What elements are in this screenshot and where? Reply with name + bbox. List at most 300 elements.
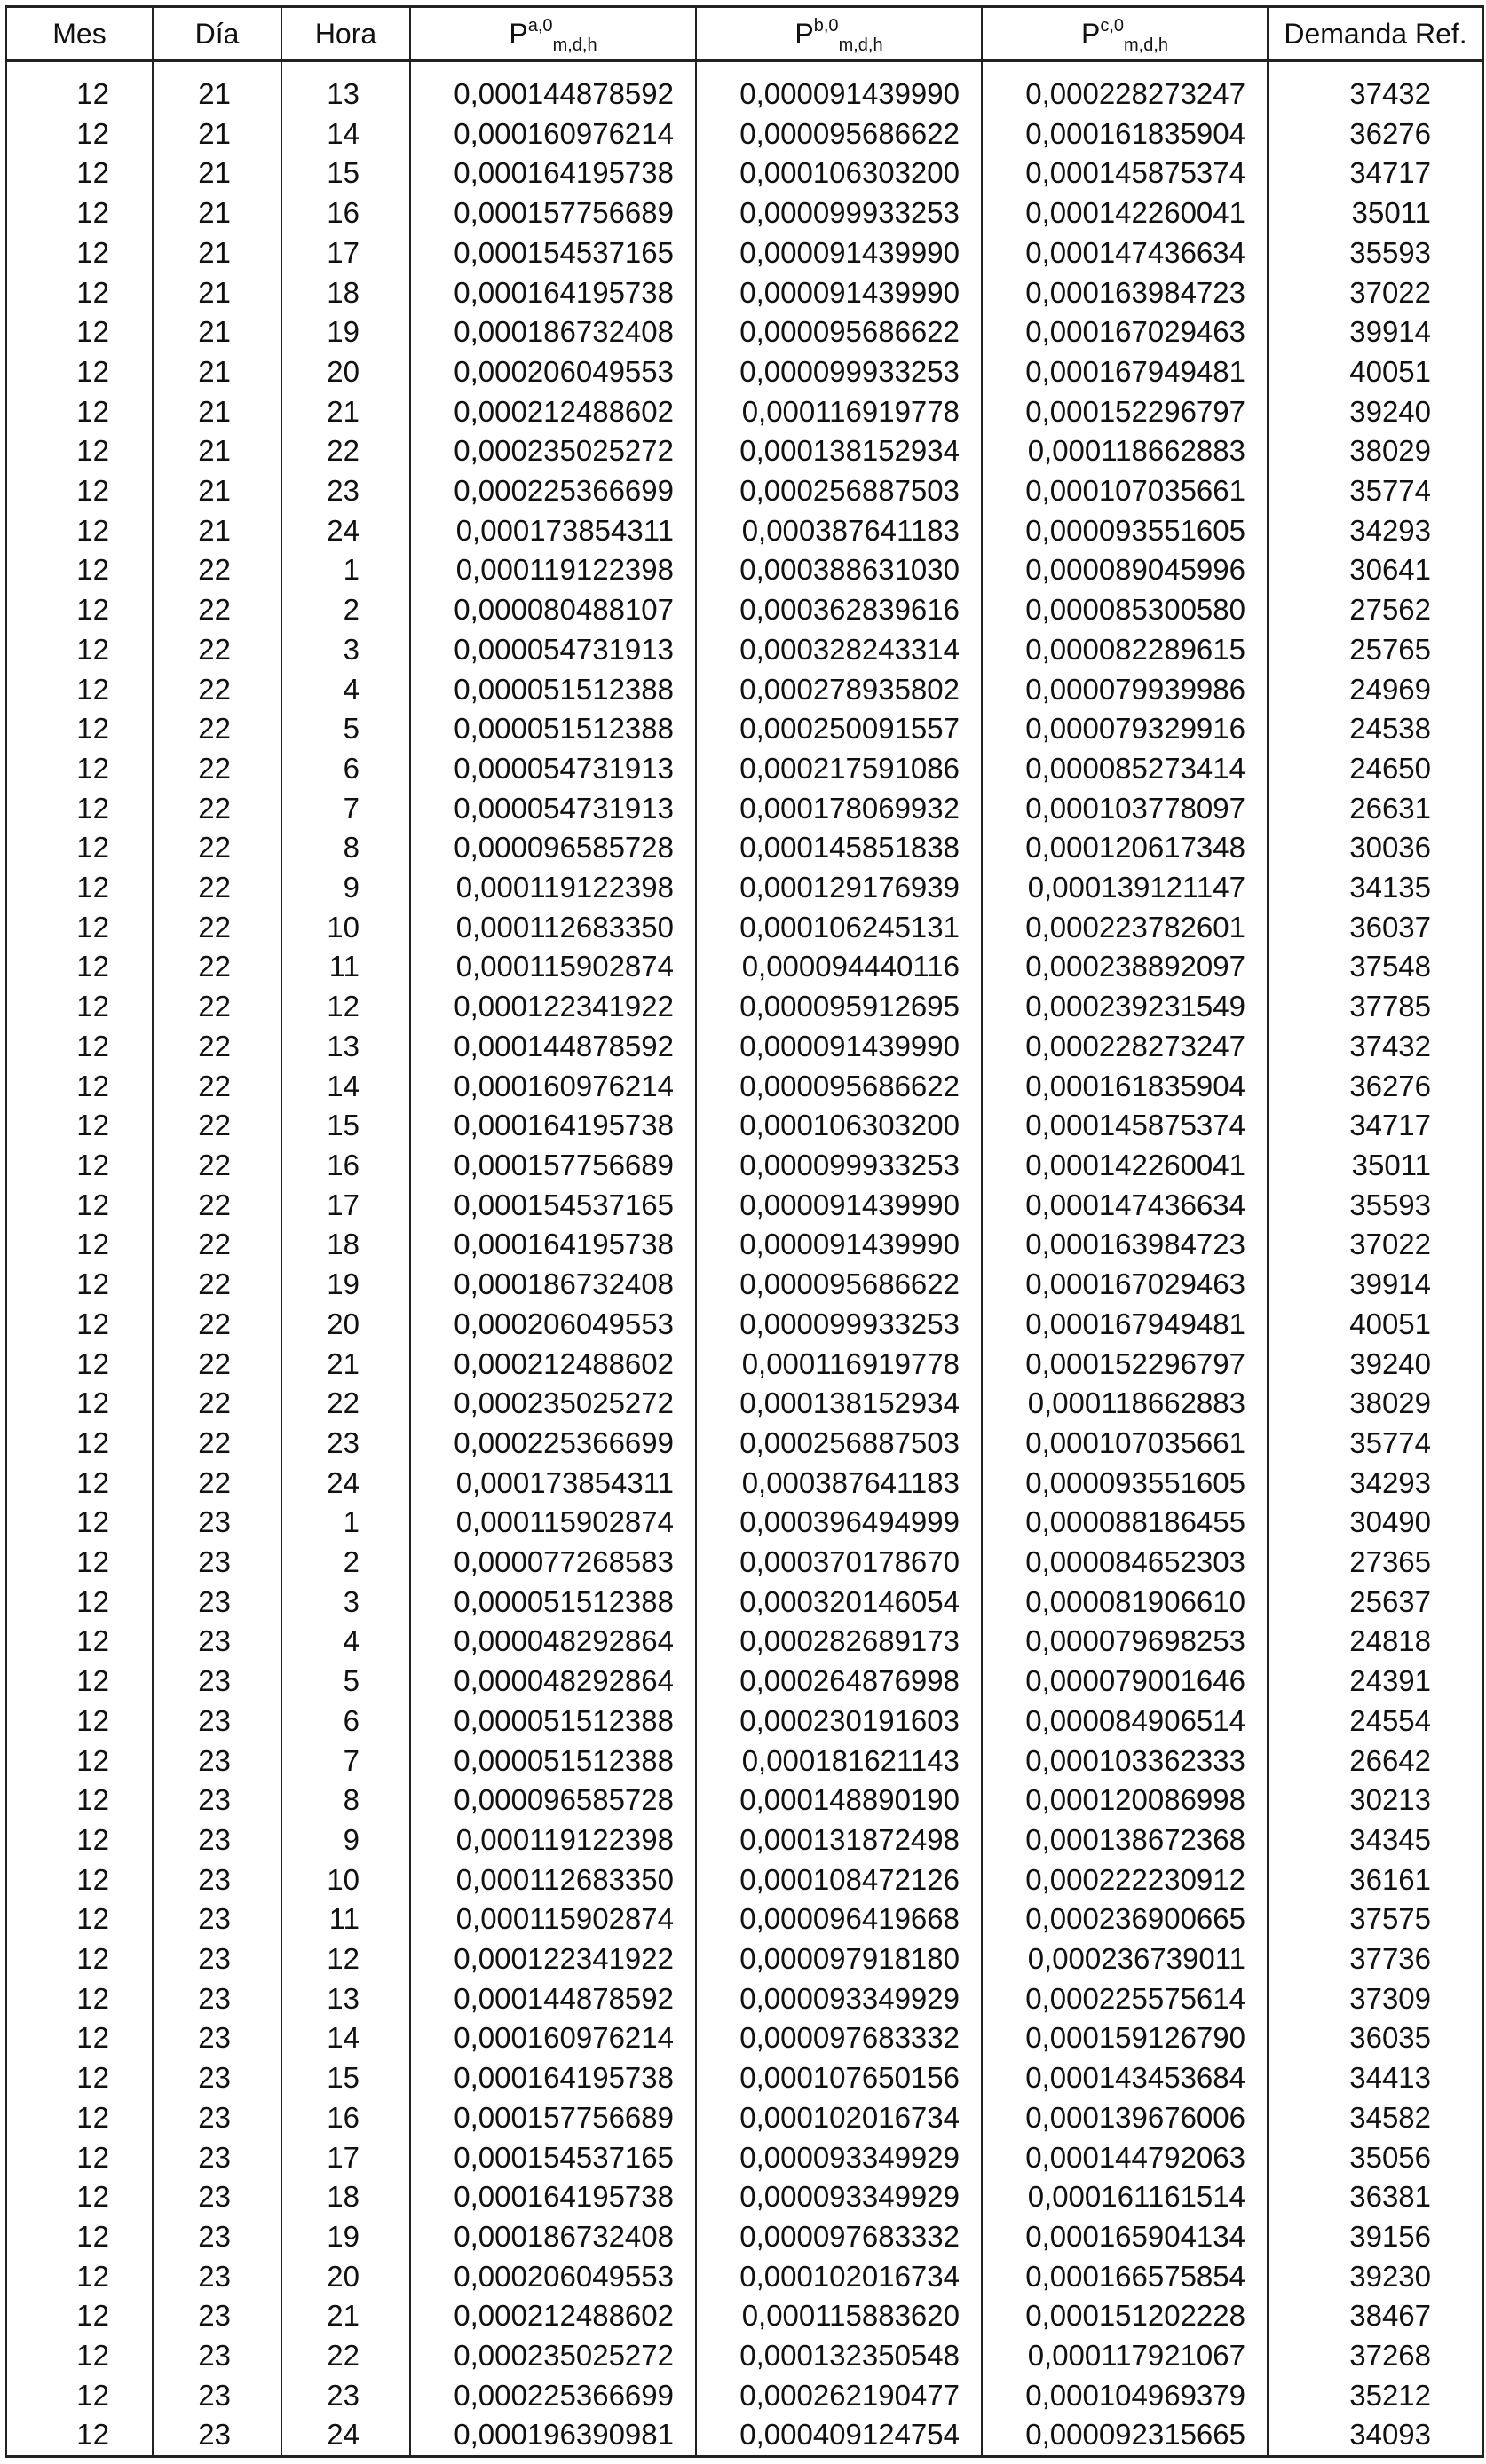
cell-dia: 23 xyxy=(153,1543,281,1583)
header-pc-sup: c,0 xyxy=(1100,15,1124,36)
table-row xyxy=(6,828,1483,868)
cell-dia: 23 xyxy=(153,1820,281,1860)
cell-pb: 0,000102016734 xyxy=(696,2257,982,2297)
cell-demanda: 35011 xyxy=(1268,1146,1483,1186)
cell-mes: 12 xyxy=(6,1899,153,1939)
header-pa-sub: m,d,h xyxy=(552,35,597,55)
table-row xyxy=(6,2018,1483,2058)
cell-pc: 0,000093551605 xyxy=(982,511,1268,551)
header-pa xyxy=(410,7,696,61)
cell-demanda: 36276 xyxy=(1268,115,1483,154)
cell-pa: 0,000173854311 xyxy=(410,511,696,551)
cell-demanda: 35593 xyxy=(1268,1186,1483,1226)
cell-pa: 0,000096585728 xyxy=(410,828,696,868)
cell-pa: 0,000051512388 xyxy=(410,670,696,710)
cell-pc: 0,000163984723 xyxy=(982,1225,1268,1265)
cell-demanda: 34293 xyxy=(1268,1464,1483,1504)
table-row xyxy=(6,1345,1483,1385)
table-row xyxy=(6,1939,1483,1979)
cell-dia: 21 xyxy=(153,511,281,551)
cell-dia: 23 xyxy=(153,1662,281,1702)
cell-pa: 0,000054731913 xyxy=(410,789,696,829)
table-body xyxy=(6,61,1483,2457)
cell-mes: 12 xyxy=(6,749,153,789)
cell-pb: 0,000131872498 xyxy=(696,1820,982,1860)
cell-hora: 8 xyxy=(281,1781,410,1820)
cell-dia: 23 xyxy=(153,2415,281,2456)
cell-mes: 12 xyxy=(6,115,153,154)
cell-dia: 22 xyxy=(153,947,281,987)
table-row xyxy=(6,273,1483,313)
cell-dia: 23 xyxy=(153,2098,281,2138)
table-row xyxy=(6,193,1483,233)
cell-hora: 19 xyxy=(281,2217,410,2257)
cell-demanda: 39156 xyxy=(1268,2217,1483,2257)
cell-pb: 0,000093349929 xyxy=(696,2138,982,2178)
cell-pc: 0,000089045996 xyxy=(982,550,1268,590)
table-row xyxy=(6,2376,1483,2416)
cell-pc: 0,000107035661 xyxy=(982,1424,1268,1464)
cell-hora: 1 xyxy=(281,1503,410,1543)
cell-hora: 20 xyxy=(281,1305,410,1345)
table-row xyxy=(6,2217,1483,2257)
cell-mes: 12 xyxy=(6,2296,153,2336)
table-row xyxy=(6,1225,1483,1265)
cell-pb: 0,000093349929 xyxy=(696,1979,982,2019)
cell-dia: 23 xyxy=(153,2336,281,2376)
cell-pc: 0,000151202228 xyxy=(982,2296,1268,2336)
cell-dia: 23 xyxy=(153,1622,281,1662)
cell-dia: 22 xyxy=(153,868,281,908)
cell-demanda: 36276 xyxy=(1268,1067,1483,1107)
cell-pb: 0,000328243314 xyxy=(696,630,982,670)
cell-pa: 0,000235025272 xyxy=(410,2336,696,2376)
cell-pc: 0,000167029463 xyxy=(982,1265,1268,1305)
table-row xyxy=(6,749,1483,789)
cell-pa: 0,000212488602 xyxy=(410,1345,696,1385)
cell-mes: 12 xyxy=(6,1543,153,1583)
cell-dia: 21 xyxy=(153,312,281,352)
cell-hora: 12 xyxy=(281,987,410,1027)
cell-hora: 11 xyxy=(281,1899,410,1939)
cell-mes: 12 xyxy=(6,2177,153,2217)
cell-pa: 0,000115902874 xyxy=(410,1899,696,1939)
cell-pc: 0,000143453684 xyxy=(982,2058,1268,2098)
cell-dia: 22 xyxy=(153,908,281,948)
cell-demanda: 37432 xyxy=(1268,1027,1483,1067)
cell-pb: 0,000091439990 xyxy=(696,61,982,115)
table-row xyxy=(6,1424,1483,1464)
cell-pa: 0,000157756689 xyxy=(410,1146,696,1186)
cell-mes: 12 xyxy=(6,2098,153,2138)
cell-demanda: 39240 xyxy=(1268,1345,1483,1385)
cell-pb: 0,000106303200 xyxy=(696,1106,982,1146)
cell-pc: 0,000161161514 xyxy=(982,2177,1268,2217)
cell-mes: 12 xyxy=(6,1424,153,1464)
cell-pc: 0,000147436634 xyxy=(982,1186,1268,1226)
cell-hora: 13 xyxy=(281,1027,410,1067)
table-row xyxy=(6,868,1483,908)
cell-hora: 12 xyxy=(281,1939,410,1979)
table-row xyxy=(6,590,1483,630)
cell-pc: 0,000159126790 xyxy=(982,2018,1268,2058)
cell-mes: 12 xyxy=(6,1384,153,1424)
cell-demanda: 36035 xyxy=(1268,2018,1483,2058)
cell-pa: 0,000173854311 xyxy=(410,1464,696,1504)
cell-pa: 0,000157756689 xyxy=(410,193,696,233)
cell-pc: 0,000120617348 xyxy=(982,828,1268,868)
cell-mes: 12 xyxy=(6,1860,153,1900)
cell-pa: 0,000119122398 xyxy=(410,868,696,908)
table-row xyxy=(6,2257,1483,2297)
cell-demanda: 34413 xyxy=(1268,2058,1483,2098)
cell-pb: 0,000097918180 xyxy=(696,1939,982,1979)
cell-demanda: 37432 xyxy=(1268,61,1483,115)
cell-demanda: 37736 xyxy=(1268,1939,1483,1979)
cell-hora: 21 xyxy=(281,2296,410,2336)
cell-mes: 12 xyxy=(6,1662,153,1702)
cell-mes: 12 xyxy=(6,431,153,471)
table-row xyxy=(6,1265,1483,1305)
header-pb-symbol: P xyxy=(794,17,814,50)
cell-pb: 0,000129176939 xyxy=(696,868,982,908)
cell-dia: 22 xyxy=(153,987,281,1027)
table-row xyxy=(6,1384,1483,1424)
cell-dia: 23 xyxy=(153,2257,281,2297)
header-pc-symbol: P xyxy=(1080,17,1101,50)
cell-pb: 0,000091439990 xyxy=(696,1186,982,1226)
cell-pb: 0,000264876998 xyxy=(696,1662,982,1702)
cell-mes: 12 xyxy=(6,1781,153,1820)
cell-hora: 6 xyxy=(281,749,410,789)
cell-pb: 0,000387641183 xyxy=(696,511,982,551)
cell-pb: 0,000093349929 xyxy=(696,2177,982,2217)
cell-demanda: 37785 xyxy=(1268,987,1483,1027)
cell-pa: 0,000122341922 xyxy=(410,987,696,1027)
cell-pa: 0,000080488107 xyxy=(410,590,696,630)
cell-mes: 12 xyxy=(6,1702,153,1741)
cell-pb: 0,000095686622 xyxy=(696,115,982,154)
cell-pa: 0,000206049553 xyxy=(410,352,696,392)
cell-dia: 22 xyxy=(153,1345,281,1385)
cell-pc: 0,000145875374 xyxy=(982,154,1268,193)
cell-pa: 0,000154537165 xyxy=(410,2138,696,2178)
cell-pc: 0,000085300580 xyxy=(982,590,1268,630)
cell-demanda: 24650 xyxy=(1268,749,1483,789)
cell-demanda: 25765 xyxy=(1268,630,1483,670)
cell-mes: 12 xyxy=(6,1979,153,2019)
cell-pb: 0,000178069932 xyxy=(696,789,982,829)
header-row xyxy=(6,7,1483,61)
cell-pb: 0,000387641183 xyxy=(696,1464,982,1504)
table-row xyxy=(6,1662,1483,1702)
cell-demanda: 39914 xyxy=(1268,312,1483,352)
cell-pc: 0,000117921067 xyxy=(982,2336,1268,2376)
cell-dia: 22 xyxy=(153,590,281,630)
cell-pa: 0,000164195738 xyxy=(410,1106,696,1146)
cell-dia: 21 xyxy=(153,61,281,115)
cell-pa: 0,000115902874 xyxy=(410,1503,696,1543)
cell-mes: 12 xyxy=(6,154,153,193)
cell-mes: 12 xyxy=(6,1305,153,1345)
cell-pa: 0,000225366699 xyxy=(410,2376,696,2416)
cell-pc: 0,000228273247 xyxy=(982,1027,1268,1067)
cell-pa: 0,000186732408 xyxy=(410,1265,696,1305)
cell-dia: 23 xyxy=(153,2296,281,2336)
cell-hora: 24 xyxy=(281,511,410,551)
cell-pb: 0,000282689173 xyxy=(696,1622,982,1662)
table-row xyxy=(6,630,1483,670)
cell-hora: 22 xyxy=(281,431,410,471)
table-row xyxy=(6,947,1483,987)
cell-mes: 12 xyxy=(6,1464,153,1504)
cell-pa: 0,000160976214 xyxy=(410,1067,696,1107)
cell-demanda: 39914 xyxy=(1268,1265,1483,1305)
cell-hora: 5 xyxy=(281,1662,410,1702)
cell-pb: 0,000106303200 xyxy=(696,154,982,193)
cell-pb: 0,000096419668 xyxy=(696,1899,982,1939)
cell-demanda: 35212 xyxy=(1268,2376,1483,2416)
cell-hora: 9 xyxy=(281,1820,410,1860)
cell-mes: 12 xyxy=(6,630,153,670)
cell-pc: 0,000084652303 xyxy=(982,1543,1268,1583)
table-header xyxy=(6,7,1483,61)
cell-demanda: 27562 xyxy=(1268,590,1483,630)
cell-mes: 12 xyxy=(6,947,153,987)
header-hora-text: Hora xyxy=(314,17,377,50)
header-mes-text: Mes xyxy=(52,17,107,50)
cell-pa: 0,000235025272 xyxy=(410,1384,696,1424)
cell-mes: 12 xyxy=(6,1503,153,1543)
cell-hora: 22 xyxy=(281,1384,410,1424)
cell-mes: 12 xyxy=(6,1146,153,1186)
cell-demanda: 37309 xyxy=(1268,1979,1483,2019)
cell-dia: 21 xyxy=(153,154,281,193)
cell-demanda: 34345 xyxy=(1268,1820,1483,1860)
cell-demanda: 40051 xyxy=(1268,1305,1483,1345)
cell-pb: 0,000256887503 xyxy=(696,1424,982,1464)
cell-demanda: 30036 xyxy=(1268,828,1483,868)
cell-mes: 12 xyxy=(6,789,153,829)
cell-dia: 21 xyxy=(153,471,281,511)
cell-pc: 0,000167949481 xyxy=(982,1305,1268,1345)
cell-mes: 12 xyxy=(6,1027,153,1067)
table-row xyxy=(6,550,1483,590)
cell-dia: 23 xyxy=(153,2058,281,2098)
cell-pb: 0,000138152934 xyxy=(696,1384,982,1424)
header-pa-sup: a,0 xyxy=(527,15,553,36)
cell-pc: 0,000118662883 xyxy=(982,431,1268,471)
cell-mes: 12 xyxy=(6,471,153,511)
table-row xyxy=(6,1067,1483,1107)
cell-demanda: 24969 xyxy=(1268,670,1483,710)
cell-pa: 0,000186732408 xyxy=(410,2217,696,2257)
cell-hora: 10 xyxy=(281,908,410,948)
cell-dia: 22 xyxy=(153,630,281,670)
cell-pb: 0,000099933253 xyxy=(696,193,982,233)
cell-hora: 13 xyxy=(281,1979,410,2019)
cell-pa: 0,000048292864 xyxy=(410,1622,696,1662)
cell-pb: 0,000217591086 xyxy=(696,749,982,789)
cell-pa: 0,000154537165 xyxy=(410,233,696,273)
cell-dia: 22 xyxy=(153,749,281,789)
table-row xyxy=(6,2296,1483,2336)
cell-dia: 22 xyxy=(153,789,281,829)
table-row xyxy=(6,1106,1483,1146)
cell-mes: 12 xyxy=(6,868,153,908)
cell-pb: 0,000094440116 xyxy=(696,947,982,987)
cell-mes: 12 xyxy=(6,1186,153,1226)
cell-mes: 12 xyxy=(6,2376,153,2416)
cell-pc: 0,000107035661 xyxy=(982,471,1268,511)
cell-hora: 20 xyxy=(281,2257,410,2297)
cell-dia: 22 xyxy=(153,709,281,749)
cell-demanda: 39240 xyxy=(1268,392,1483,432)
cell-dia: 22 xyxy=(153,550,281,590)
cell-pc: 0,000236739011 xyxy=(982,1939,1268,1979)
cell-pa: 0,000206049553 xyxy=(410,2257,696,2297)
cell-dia: 23 xyxy=(153,1741,281,1781)
cell-pa: 0,000164195738 xyxy=(410,2058,696,2098)
cell-hora: 14 xyxy=(281,2018,410,2058)
cell-hora: 23 xyxy=(281,471,410,511)
cell-pc: 0,000222230912 xyxy=(982,1860,1268,1900)
table-row xyxy=(6,2177,1483,2217)
cell-demanda: 35011 xyxy=(1268,193,1483,233)
cell-hora: 17 xyxy=(281,233,410,273)
cell-dia: 23 xyxy=(153,2217,281,2257)
cell-demanda: 37575 xyxy=(1268,1899,1483,1939)
cell-pa: 0,000096585728 xyxy=(410,1781,696,1820)
cell-demanda: 34293 xyxy=(1268,511,1483,551)
cell-pc: 0,000120086998 xyxy=(982,1781,1268,1820)
cell-mes: 12 xyxy=(6,590,153,630)
cell-pc: 0,000163984723 xyxy=(982,273,1268,313)
cell-pc: 0,000236900665 xyxy=(982,1899,1268,1939)
cell-dia: 21 xyxy=(153,115,281,154)
cell-mes: 12 xyxy=(6,273,153,313)
cell-hora: 9 xyxy=(281,868,410,908)
cell-mes: 12 xyxy=(6,2415,153,2456)
cell-pb: 0,000388631030 xyxy=(696,550,982,590)
table-row xyxy=(6,2336,1483,2376)
cell-hora: 10 xyxy=(281,1860,410,1900)
cell-pa: 0,000164195738 xyxy=(410,2177,696,2217)
cell-demanda: 39230 xyxy=(1268,2257,1483,2297)
cell-pc: 0,000079939986 xyxy=(982,670,1268,710)
cell-pc: 0,000165904134 xyxy=(982,2217,1268,2257)
cell-pb: 0,000115883620 xyxy=(696,2296,982,2336)
cell-pc: 0,000138672368 xyxy=(982,1820,1268,1860)
cell-dia: 23 xyxy=(153,2018,281,2058)
cell-pb: 0,000256887503 xyxy=(696,471,982,511)
table-row xyxy=(6,670,1483,710)
table-row xyxy=(6,352,1483,392)
cell-pc: 0,000079698253 xyxy=(982,1622,1268,1662)
cell-dia: 22 xyxy=(153,828,281,868)
cell-mes: 12 xyxy=(6,2336,153,2376)
cell-hora: 18 xyxy=(281,273,410,313)
cell-pb: 0,000396494999 xyxy=(696,1503,982,1543)
cell-pa: 0,000164195738 xyxy=(410,1225,696,1265)
cell-pb: 0,000320146054 xyxy=(696,1583,982,1623)
cell-demanda: 26642 xyxy=(1268,1741,1483,1781)
cell-demanda: 37022 xyxy=(1268,273,1483,313)
cell-pb: 0,000091439990 xyxy=(696,273,982,313)
cell-mes: 12 xyxy=(6,1583,153,1623)
cell-dia: 23 xyxy=(153,1583,281,1623)
cell-hora: 14 xyxy=(281,115,410,154)
cell-mes: 12 xyxy=(6,392,153,432)
cell-hora: 2 xyxy=(281,590,410,630)
cell-demanda: 37548 xyxy=(1268,947,1483,987)
cell-pa: 0,000051512388 xyxy=(410,1583,696,1623)
cell-hora: 15 xyxy=(281,2058,410,2098)
cell-hora: 2 xyxy=(281,1543,410,1583)
cell-pb: 0,000370178670 xyxy=(696,1543,982,1583)
cell-pb: 0,000181621143 xyxy=(696,1741,982,1781)
cell-hora: 16 xyxy=(281,2098,410,2138)
cell-pa: 0,000122341922 xyxy=(410,1939,696,1979)
cell-hora: 6 xyxy=(281,1702,410,1741)
cell-pa: 0,000051512388 xyxy=(410,1741,696,1781)
cell-pb: 0,000099933253 xyxy=(696,1146,982,1186)
cell-pb: 0,000116919778 xyxy=(696,1345,982,1385)
table-row xyxy=(6,431,1483,471)
cell-dia: 22 xyxy=(153,1305,281,1345)
cell-pa: 0,000144878592 xyxy=(410,1027,696,1067)
cell-pb: 0,000138152934 xyxy=(696,431,982,471)
cell-hora: 8 xyxy=(281,828,410,868)
cell-hora: 1 xyxy=(281,550,410,590)
cell-dia: 23 xyxy=(153,1702,281,1741)
cell-demanda: 34135 xyxy=(1268,868,1483,908)
cell-pa: 0,000235025272 xyxy=(410,431,696,471)
cell-mes: 12 xyxy=(6,709,153,749)
header-pb-sup: b,0 xyxy=(813,15,839,36)
cell-mes: 12 xyxy=(6,1345,153,1385)
cell-pc: 0,000081906610 xyxy=(982,1583,1268,1623)
cell-hora: 24 xyxy=(281,2415,410,2456)
cell-dia: 22 xyxy=(153,1067,281,1107)
table-row xyxy=(6,471,1483,511)
cell-pb: 0,000116919778 xyxy=(696,392,982,432)
cell-mes: 12 xyxy=(6,2217,153,2257)
cell-pa: 0,000212488602 xyxy=(410,2296,696,2336)
table-row xyxy=(6,61,1483,115)
cell-hora: 4 xyxy=(281,1622,410,1662)
cell-pc: 0,000142260041 xyxy=(982,1146,1268,1186)
cell-demanda: 37022 xyxy=(1268,1225,1483,1265)
cell-pb: 0,000099933253 xyxy=(696,352,982,392)
cell-hora: 17 xyxy=(281,2138,410,2178)
table-row xyxy=(6,511,1483,551)
cell-hora: 21 xyxy=(281,392,410,432)
cell-dia: 22 xyxy=(153,1027,281,1067)
cell-hora: 23 xyxy=(281,1424,410,1464)
cell-pb: 0,000095686622 xyxy=(696,1265,982,1305)
cell-pa: 0,000186732408 xyxy=(410,312,696,352)
cell-pa: 0,000160976214 xyxy=(410,115,696,154)
cell-demanda: 27365 xyxy=(1268,1543,1483,1583)
cell-pa: 0,000225366699 xyxy=(410,471,696,511)
cell-dia: 21 xyxy=(153,352,281,392)
table-row xyxy=(6,1146,1483,1186)
cell-pa: 0,000144878592 xyxy=(410,1979,696,2019)
cell-demanda: 38029 xyxy=(1268,431,1483,471)
header-hora xyxy=(281,7,410,61)
cell-pb: 0,000145851838 xyxy=(696,828,982,868)
